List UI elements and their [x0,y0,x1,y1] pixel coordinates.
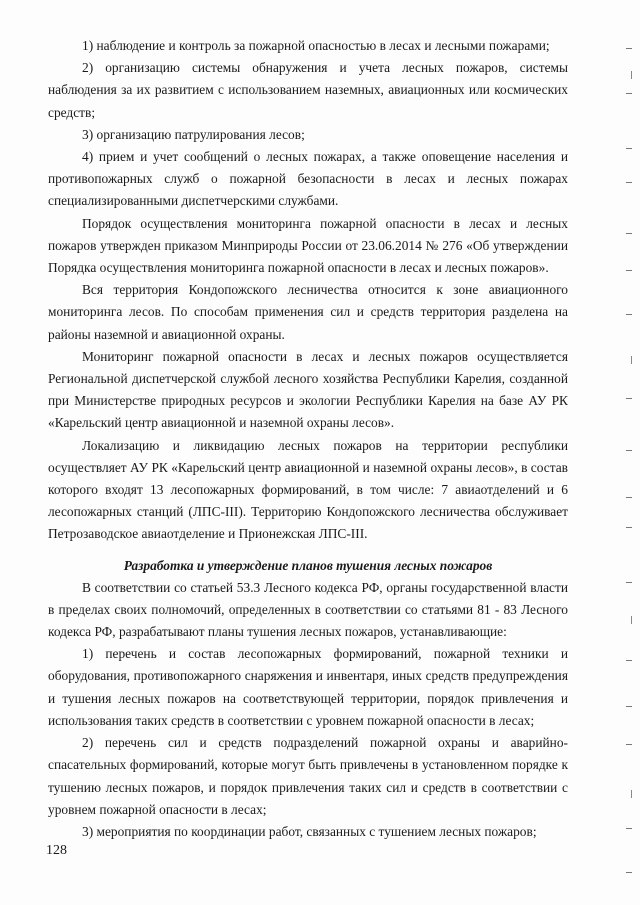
scan-artifact [631,356,632,364]
scan-artifact [631,71,632,79]
scan-artifact [626,660,632,661]
scan-artifact [626,744,632,745]
list-item-detection-system: 2) организацию системы обнаружения и учета лесных пожаров, системы наблюдения за их развитием с использованием наземных, авиационных или космических средств; [48,60,568,120]
paragraph-territory: Вся территория Кондопожского лесничества относится к зоне авиационного мониторинга лесов. По способам применения сил и средств территория разделена на районы наземной и авиационной охраны. [48,282,568,342]
page-number: 128 [46,843,67,858]
list-item-patrol: 3) организацию патрулирования лесов; [82,126,305,142]
scan-artifact [626,233,632,234]
scan-artifact [626,582,632,583]
scan-artifact [626,93,632,94]
document-body [48,35,568,843]
paragraph-forest-code: В соответствии со статьей 53.3 Лесного кодекса РФ, органы государственной власти в пределах своих полномочий, определенных в соответствии со статьями 81 - 83 Лесного кодекса РФ, разрабатывают планы тушения лесных пожаров, устанавливающие: [48,579,568,640]
section-heading: Разработка и утверждение планов тушения лесных пожаров [123,557,493,573]
list-item-monitoring-control: 1) наблюдение и контроль за пожарной опасностью в лесах и лесными пожарами; [82,38,550,53]
scan-artifact [626,872,632,873]
scan-artifact [626,527,632,528]
scan-artifact [626,450,632,451]
scan-artifact [631,616,632,624]
scan-artifact [626,497,632,498]
scan-artifact [631,790,632,798]
list-item-forces: 2) перечень сил и средств подразделений пожарной охраны и аварийно-спасательных формирований, которые могут быть привлечены в установленном порядке к тушению лесных пожаров, и порядок привлечения таких сил и средств в соответствии с уровнем пожарной опасности в лесах; [48,735,568,817]
paragraph-dispatch-service: Мониторинг пожарной опасности в лесах и лесных пожаров осуществляется Региональной диспетчерской службой лесного хозяйства Республики Карелия, созданной при Министерстве природных ресурсов и экологии Республики Карелия на базе АУ РК «Карельский центр авиационной и наземной охраны лесов». [48,348,568,431]
scan-artifact [626,828,632,829]
scan-artifact [626,314,632,315]
scan-artifact [626,182,632,183]
scan-artifact [626,398,632,399]
scan-artifact [626,706,632,707]
list-item-formations: 1) перечень и состав лесопожарных формирований, пожарной техники и оборудования, противопожарного снаряжения и инвентаря, иных средств предупреждения и тушения лесных пожаров на соответствующей территории, порядок привлечения и использования таких средств в соответствии с уровнем пожарной опасности в лесах; [48,646,568,728]
list-item-reports: 4) прием и учет сообщений о лесных пожарах, а также оповещение населения и противопожарных служб о пожарной безопасности в лесах и лесных пожарах специализированными диспетчерскими службами. [48,149,568,209]
paragraph-monitoring-order: Порядок осуществления мониторинга пожарной опасности в лесах и лесных пожаров утвержден приказом Минприроды России от 23.06.2014 № 276 «Об утверждении Порядка осуществления мониторинга пожарной опасности в лесах и лесных пожаров». [48,215,568,276]
list-item-coordination: 3) мероприятия по координации работ, связанных с тушением лесных пожаров; [82,823,537,839]
scan-artifact [626,148,632,149]
scan-artifact [626,270,632,271]
scan-artifact [626,48,632,49]
paragraph-localization: Локализацию и ликвидацию лесных пожаров на территории республики осуществляет АУ РК «Карельский центр авиационной и наземной охраны лесов», в состав которого входят 13 лесопожарных формирований, в том числе: 7 авиаотделений и 6 лесопожарных станций (ЛПС-III). Территорию Кондопожского лесничества обслуживает Петрозаводское авиаотделение и Прионежская ЛПС-III. [48,437,568,542]
